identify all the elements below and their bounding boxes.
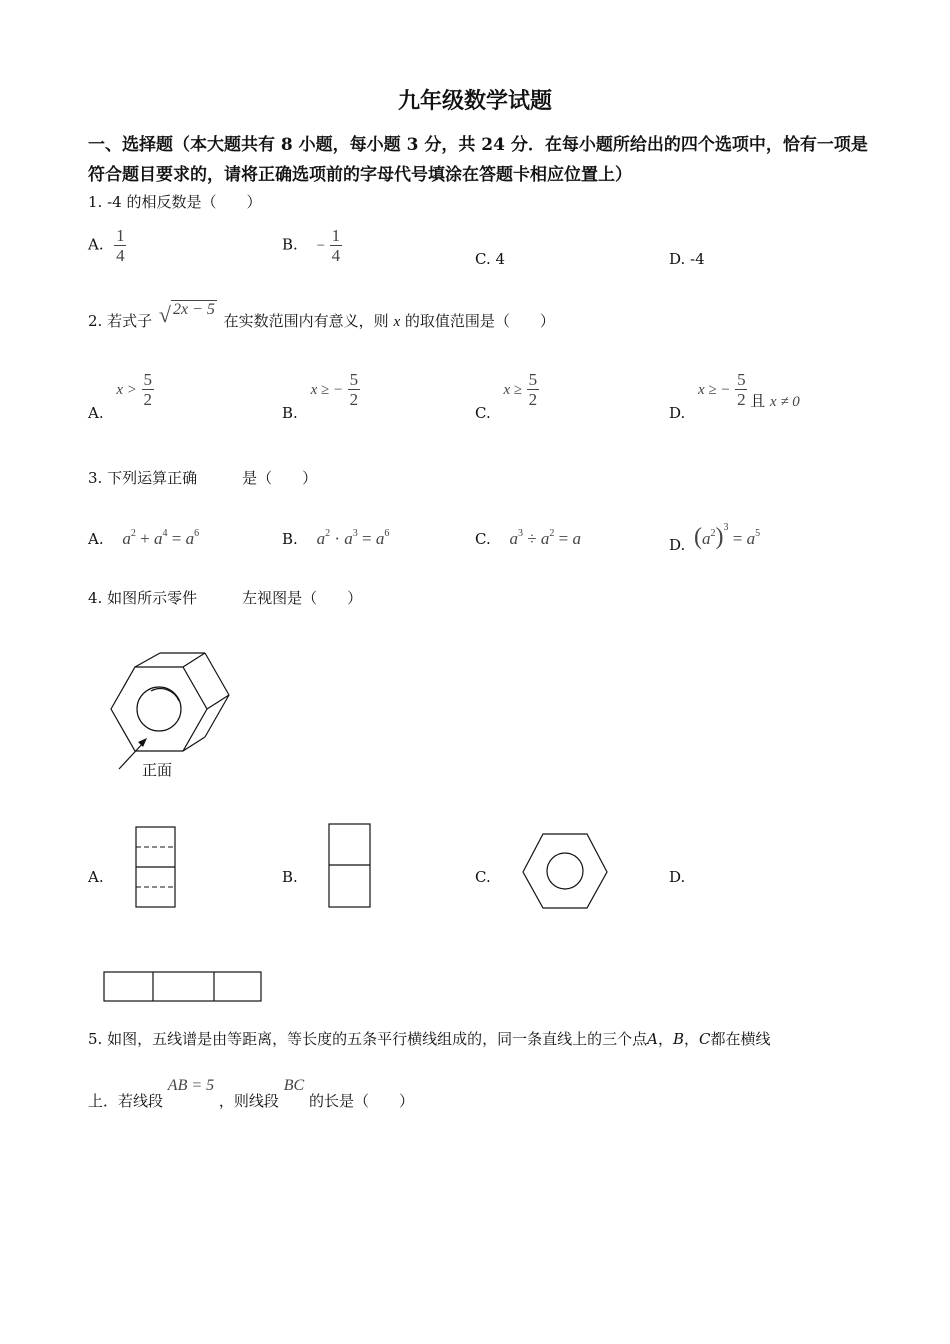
q2-c-num: 5 xyxy=(528,370,538,389)
q4-option-c-figure[interactable] xyxy=(521,832,611,912)
q2-a-fraction xyxy=(142,370,154,409)
q1-a-num: 1 xyxy=(116,226,125,245)
q2-stem-pre: 2. 若式子 xyxy=(88,312,153,330)
q2-b-fraction xyxy=(348,370,360,409)
q2-sqrt xyxy=(158,301,217,334)
q2-d-num: 5 xyxy=(737,370,746,389)
q5-ab-expr: AB = 5 xyxy=(167,1077,215,1094)
q4-a-label[interactable]: A. xyxy=(88,868,104,886)
q3-option-c[interactable] xyxy=(475,528,581,549)
q3-stem: 3. 下列运算正确 是（ ） xyxy=(88,469,318,487)
nut-edge-mid-right xyxy=(207,695,229,709)
q1-b-den: 4 xyxy=(331,246,341,265)
q2-option-c[interactable] xyxy=(475,370,539,422)
q3-a-label: A. xyxy=(88,530,104,548)
q5-point-b: B xyxy=(672,1030,684,1048)
q2-stem-post: 的取值范围是（ ） xyxy=(404,312,555,330)
q5-line2 xyxy=(88,1077,414,1111)
nut-edge-bottom-right xyxy=(183,737,205,751)
q5-point-a: A xyxy=(647,1030,658,1048)
nut-front-face xyxy=(111,667,207,751)
q2-c-label: C. xyxy=(475,403,491,422)
q3-c-expr: $a^3 \div a^2 = a$ xyxy=(509,528,581,548)
q2-d-label: D. xyxy=(669,403,686,422)
q2-var: x xyxy=(393,314,401,330)
q2-d-cond: x ≠ 0 xyxy=(769,393,800,410)
q2-c-den: 2 xyxy=(528,390,538,409)
q3-b-expr: $a^2 \cdot a^3 = a^6$ xyxy=(316,528,390,548)
q5-line1 xyxy=(88,1028,771,1049)
q3-option-b[interactable] xyxy=(282,528,389,549)
q1-b-num: 1 xyxy=(331,226,341,245)
q4-stem: 4. 如图所示零件 左视图是（ ） xyxy=(88,589,363,607)
q2-a-num: 5 xyxy=(143,370,152,389)
q5-line2-post: 的长是（ ） xyxy=(308,1092,414,1110)
q1-option-b[interactable] xyxy=(282,226,342,265)
q1-option-d[interactable]: D. -4 xyxy=(669,250,705,268)
hex-nut-figure xyxy=(105,645,245,785)
q2-c-fraction xyxy=(527,370,539,409)
section-heading: 一、选择题（本大题共有 8 小题，每小题 3 分，共 24 分．在每小题所给出的四个选项中，恰有一项是符合题目要求的，请将正确选项前的字母代号填涂在答题卡相应位置上） xyxy=(88,135,868,185)
q2-b-expr: x ≥ − xyxy=(310,381,344,398)
nut-edge-top-left xyxy=(135,653,160,667)
q5-line1-text: 5. 如图，五线谱是由等距离，等长度的五条平行横线组成的，同一条直线上的三个点 xyxy=(88,1030,648,1048)
q3-option-a[interactable] xyxy=(88,528,199,549)
q3-c-label: C. xyxy=(475,530,491,548)
q4-c-label[interactable]: C. xyxy=(475,868,491,886)
q5-line2-mid: ，则线段 xyxy=(218,1092,279,1110)
q5-sep-2: ， xyxy=(683,1030,699,1048)
q2-option-b[interactable] xyxy=(282,370,360,422)
q1-b-fraction xyxy=(330,226,342,265)
q2-radicand: 2x − 5 xyxy=(172,301,215,318)
q3-d-label: D. xyxy=(669,536,686,554)
nut-edge-top-right xyxy=(183,653,205,667)
q2-c-expr: x ≥ xyxy=(503,381,523,398)
q2-d-tail: 且 xyxy=(750,391,766,410)
q1-option-c[interactable]: C. 4 xyxy=(475,250,506,268)
q2-b-num: 5 xyxy=(349,370,359,389)
q1-a-fraction xyxy=(114,226,126,265)
q2-b-label: B. xyxy=(282,403,298,422)
q4-option-a-figure[interactable] xyxy=(135,826,177,910)
q1-a-den: 4 xyxy=(116,246,125,265)
q5-point-c: C xyxy=(699,1030,711,1048)
arrow-head-icon xyxy=(138,738,147,747)
q2-stem xyxy=(88,301,555,334)
q3-b-label: B. xyxy=(282,530,298,548)
q3-a-expr: $a^2 + a^4 = a^6$ xyxy=(122,528,200,548)
front-label: 正面 xyxy=(142,761,173,779)
q2-d-fraction xyxy=(735,370,747,409)
q1-b-label: B. xyxy=(282,235,298,254)
q2-d-expr: x ≥ − xyxy=(698,381,731,398)
q4-option-b-figure[interactable] xyxy=(328,823,372,909)
q5-line1-tail: 都在横线 xyxy=(710,1030,771,1048)
q1-option-a[interactable] xyxy=(88,226,126,265)
q3-option-d[interactable] xyxy=(669,522,761,554)
q1-a-label: A. xyxy=(88,235,104,254)
nut-hole-inner-arc xyxy=(151,689,179,701)
q2-option-d[interactable] xyxy=(669,370,800,422)
nut-edge-back-right xyxy=(205,653,229,695)
q2-a-expr: x > xyxy=(116,381,137,398)
q4-b-label[interactable]: B. xyxy=(282,868,298,886)
q1-stem: 1. -4 的相反数是（ ） xyxy=(88,193,262,211)
q5-bc-expr: BC xyxy=(283,1077,305,1094)
q4-d-label[interactable]: D. xyxy=(669,868,686,886)
q2-d-den: 2 xyxy=(737,390,746,409)
q1-b-sign: − xyxy=(316,237,326,254)
nut-edge-back-lower xyxy=(205,695,229,737)
q2-a-label: A. xyxy=(88,403,104,422)
q4-option-d-figure[interactable] xyxy=(103,971,263,1003)
radical-sign-icon: √ xyxy=(158,302,171,327)
page-title: 九年级数学试题 xyxy=(397,88,552,114)
q2-option-a[interactable] xyxy=(88,370,154,422)
q2-stem-mid: 在实数范围内有意义，则 xyxy=(223,312,389,330)
q2-a-den: 2 xyxy=(143,390,152,409)
q3-d-expr: $(a^2)^3 = a^5$ xyxy=(694,522,761,550)
q5-sep-1: ， xyxy=(657,1030,673,1048)
q2-b-den: 2 xyxy=(349,390,359,409)
q5-line2-pre: 上．若线段 xyxy=(88,1092,164,1110)
